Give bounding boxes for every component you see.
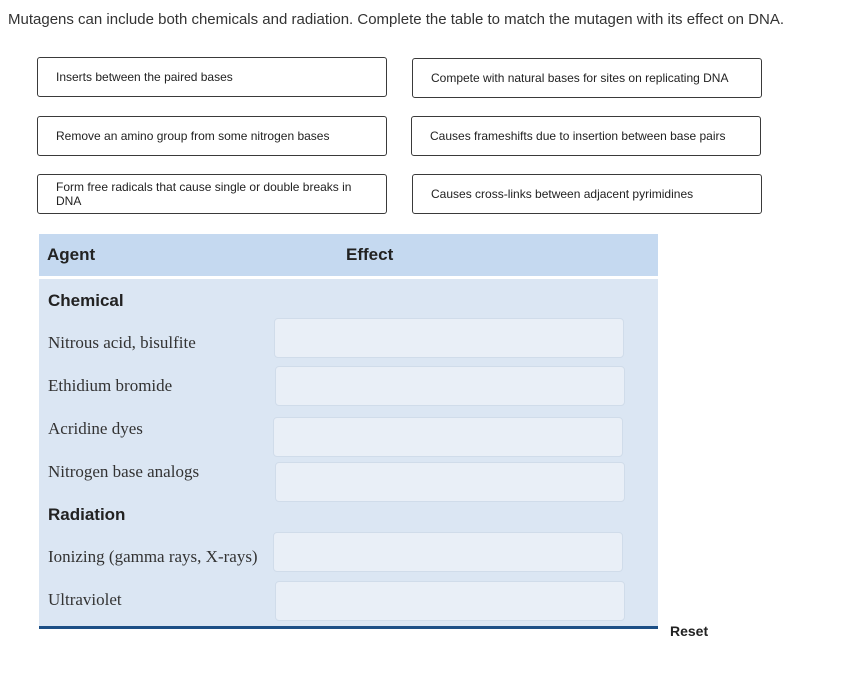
reset-button[interactable]: Reset <box>670 623 709 639</box>
agent-column-header: Agent <box>47 245 96 264</box>
drop-zone-nitrous-acid[interactable] <box>274 318 624 358</box>
agent-label-ethidium-bromide: Ethidium bromide <box>48 376 173 395</box>
effect-column-header: Effect <box>346 245 394 264</box>
matching-table <box>39 234 658 629</box>
choice-chip-causes-frameshifts[interactable]: Causes frameshifts due to insertion between base pairs <box>411 116 761 156</box>
agent-label-nitrogen-base-analogs: Nitrogen base analogs <box>48 462 200 481</box>
drop-zone-nitrogen-base-analogs[interactable] <box>275 462 625 502</box>
agent-label-ionizing: Ionizing (gamma rays, X-rays) <box>48 547 258 566</box>
drop-zone-ultraviolet[interactable] <box>275 581 625 621</box>
agent-label-ultraviolet: Ultraviolet <box>48 590 122 609</box>
choice-chip-compete-natural-bases[interactable]: Compete with natural bases for sites on replicating DNA <box>412 58 762 98</box>
choice-chip-inserts-between-bases[interactable]: Inserts between the paired bases <box>37 57 387 97</box>
choice-chip-causes-cross-links[interactable]: Causes cross-links between adjacent pyrimidines <box>412 174 762 214</box>
agent-label-acridine-dyes: Acridine dyes <box>48 419 143 438</box>
choice-chip-form-free-radicals[interactable]: Form free radicals that cause single or double breaks in DNA <box>37 174 387 214</box>
agent-label-nitrous-acid: Nitrous acid, bisulfite <box>48 333 196 352</box>
drop-zone-ethidium-bromide[interactable] <box>275 366 625 406</box>
question-prompt: Mutagens can include both chemicals and radiation. Complete the table to match the mutagen with its effect on DNA. <box>8 11 784 28</box>
table-header <box>39 234 658 279</box>
choice-chip-remove-amino-group[interactable]: Remove an amino group from some nitrogen bases <box>37 116 387 156</box>
drop-zone-acridine-dyes[interactable] <box>273 417 623 457</box>
section-label-radiation: Radiation <box>48 505 126 524</box>
section-label-chemical: Chemical <box>48 291 124 310</box>
drop-zone-ionizing[interactable] <box>273 532 623 572</box>
